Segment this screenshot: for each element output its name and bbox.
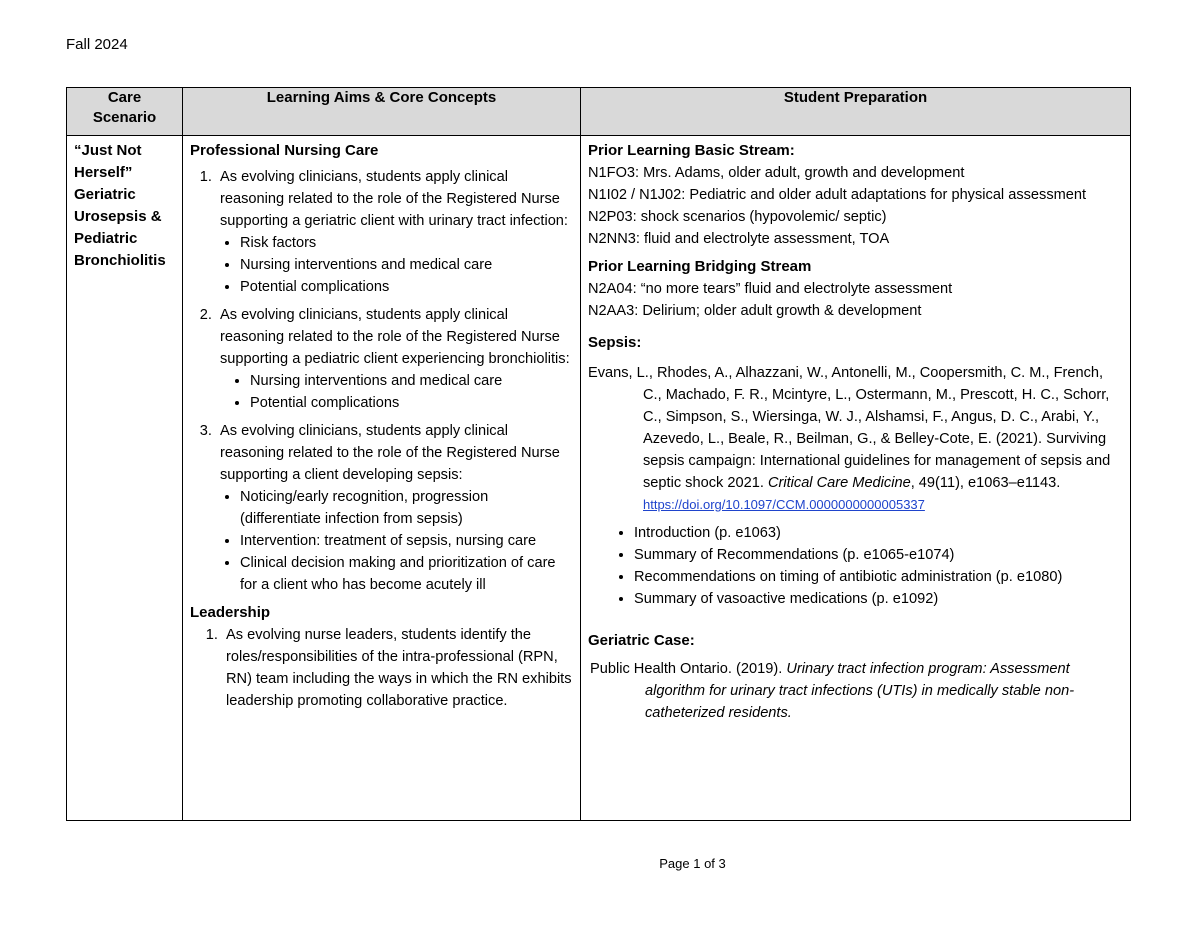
list-item: • Noticing/early recognition, progression (differentiate infection from sepsis): [240, 486, 573, 530]
bridging-stream-line: N2AA3: Delirium; older adult growth & development: [588, 303, 922, 319]
table-row: [67, 136, 1131, 821]
page-header-term: Fall 2024: [66, 36, 128, 53]
scenario-line: “Just Not: [74, 142, 142, 159]
list-item: • Intervention: treatment of sepsis, nursing care: [240, 530, 573, 552]
basic-stream-line: N1FO3: Mrs. Adams, older adult, growth and development: [588, 165, 965, 181]
journal-title: Critical Care Medicine: [767, 475, 911, 491]
bridging-stream-title: Prior Learning Bridging Stream: [588, 258, 812, 275]
header-student-preparation: Student Preparation: [581, 88, 1131, 136]
sepsis-title: Sepsis:: [588, 334, 642, 351]
aim-bullets: [220, 370, 573, 414]
page-number: Page 1 of 3: [659, 856, 726, 871]
aim-item: 2. As evolving clinicians, students apply clinical reasoning related to the role of the Registered Nurse supporting a pediatric client experiencing bronchiolitis: • Nursing interventions and medical care • Potential complications: [216, 304, 573, 414]
leadership-list: [190, 624, 573, 712]
page-footer: [0, 856, 1200, 871]
list-item: • Potential complications: [240, 276, 573, 298]
sepsis-reading-list: [588, 522, 1123, 610]
list-item: • Summary of vasoactive medications (p. e1092): [634, 588, 1123, 610]
basic-stream-title: Prior Learning Basic Stream:: [588, 142, 795, 159]
scenario-line: Bronchiolitis: [74, 252, 166, 269]
doi-link[interactable]: https://doi.org/10.1097/CCM.0000000000005337: [643, 497, 925, 512]
aim-item: 1. As evolving clinicians, students apply clinical reasoning related to the role of the Registered Nurse supporting a geriatric client with urinary tract infection: • Risk factors • Nursing interventions and medical care • Potential complications: [216, 166, 573, 298]
aim-item: 1. As evolving nurse leaders, students identify the roles/responsibilities of the intra-professional (RPN, RN) team including the ways in which the RN exhibits leadership promoting collaborative practice.: [222, 624, 573, 712]
list-item: • Summary of Recommendations (p. e1065-e1074): [634, 544, 1123, 566]
aim-bullets: [220, 486, 573, 596]
list-item: • Risk factors: [240, 232, 573, 254]
basic-stream-line: N2NN3: fluid and electrolyte assessment, TOA: [588, 231, 890, 247]
professional-nursing-care-title: Professional Nursing Care: [190, 142, 379, 159]
scenario-line: Geriatric: [74, 186, 136, 203]
geriatric-reference: Public Health Ontario. (2019). Urinary tract infection program: Assessment algorithm for urinary tract infections (UTIs) in medically stable non-catheterized residents.: [590, 661, 1075, 721]
leadership-title: Leadership: [190, 604, 271, 621]
list-item: • Clinical decision making and prioritization of care for a client who has become acutely ill: [240, 552, 573, 596]
aims-cell: [183, 136, 581, 821]
basic-stream-line: N1I02 / N1J02: Pediatric and older adult adaptations for physical assessment: [588, 187, 1087, 203]
scenario-cell: [67, 136, 183, 821]
list-item: • Recommendations on timing of antibiotic administration (p. e1080): [634, 566, 1123, 588]
list-item: • Introduction (p. e1063): [634, 522, 1123, 544]
scenario-line: Pediatric: [74, 230, 138, 247]
sepsis-reference: Evans, L., Rhodes, A., Alhazzani, W., Antonelli, M., Coopersmith, C. M., French, C., Machado, F. R., Mcintyre, L., Ostermann, M., Prescott, H. C., Schorr, C., Simpson, S., Wiersinga, W. J., Alshamsi, F., Angus, D. C., Arabi, Y., Azevedo, L., Beale, R., Beilman, G., & Belley-Cote, E. (2021). Surviving sepsis campaign: International guidelines for management of sepsis and septic shock 2021. Critical Care Medicine, 49(11), e1063–e1143. https://doi.org/10.1097/CCM.0000000000005337: [588, 365, 1111, 512]
aim-item: 3. As evolving clinicians, students apply clinical reasoning related to the role of the Registered Nurse supporting a client developing sepsis: • Noticing/early recognition, progression (differentiate infection from sepsis) • Intervention: treatment of sepsis, nursing care • Clinical decision making and prioritization of care for a client who has become acutely ill: [216, 420, 573, 596]
aims-list: [190, 166, 573, 596]
prep-cell: [581, 136, 1131, 821]
table-header-row: [67, 88, 1131, 136]
basic-stream-line: N2P03: shock scenarios (hypovolemic/ septic): [588, 209, 887, 225]
aim-bullets: [220, 232, 573, 298]
list-item: • Potential complications: [250, 392, 573, 414]
bridging-stream-line: N2A04: “no more tears” fluid and electrolyte assessment: [588, 281, 953, 297]
list-item: • Nursing interventions and medical care: [240, 254, 573, 276]
header-learning-aims: Learning Aims & Core Concepts: [183, 88, 581, 136]
geriatric-case-title: Geriatric Case:: [588, 632, 695, 649]
list-item: • Nursing interventions and medical care: [250, 370, 573, 392]
header-care-scenario: Care Scenario: [67, 88, 183, 136]
scenario-line: Urosepsis &: [74, 208, 162, 225]
scenario-line: Herself”: [74, 164, 133, 181]
care-scenario-table: [66, 87, 1131, 821]
